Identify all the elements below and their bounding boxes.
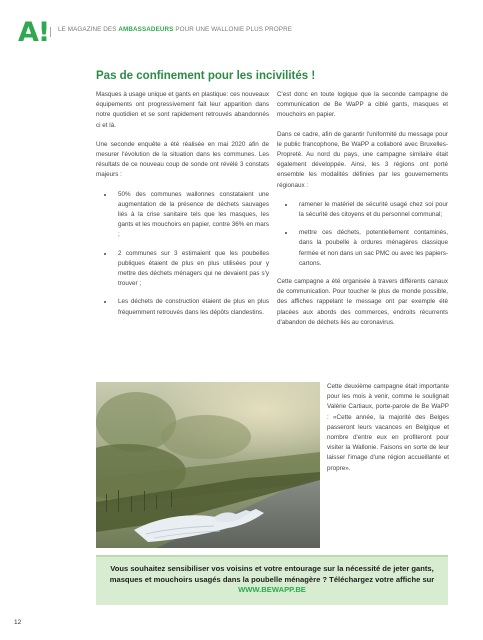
list-item: • ramener le matériel de sécurité usagé chez soi pour la sécurité des citoyens et du personnel communal; (295, 200, 448, 220)
bewapp-link[interactable]: WWW.BEWAPP.BE (238, 585, 306, 594)
list-item: • mettre ces déchets, potentiellement contaminés, dans la poubelle à ordures ménagères classique fermée et non dans un sac PMC ou avec les papiers-cartons. (295, 228, 448, 269)
article-title: Pas de confinement pour les incivilités ! (96, 70, 316, 82)
quote-paragraph: Cette deuxième campagne était importante pour les mois à venir, comme le soulignait Valérie Cartiaux, porte-parole de Be WaPP : «Cette année, la majorité des Belges passeront leurs vacances en Belgique et nombre d'entre eux en profiteront pour visiter la Wallonie. Faisons en sorte de leur laisser l'image d'une région accueillante et propre». (327, 383, 449, 472)
cta-line-2: masques et mouchoirs usagés dans la poubelle ménagère ? Téléchargez votre affiche sur (109, 574, 435, 584)
right-paragraph-1: C'est donc en toute logique que la seconde campagne de communication de Be WaPP a ciblé gants, masques et mouchoirs en papier. (277, 91, 448, 119)
list-item: • 50% des communes wallonnes constataient une augmentation de la présence de déchets sauvages liés à la crise sanitaire tels que les masques, les gants et les mouchoirs en papier, contre 36% en mars ; (114, 190, 269, 241)
header-divider (50, 27, 51, 37)
discarded-glove-photo (96, 382, 320, 548)
header-highlight: AMBASSADEURS (118, 26, 174, 33)
cta-line-1: Vous souhaitez sensibiliser vos voisins et votre entourage sur la nécessité de jeter gants, (110, 564, 434, 573)
left-paragraph-1: Masques à usage unique et gants en plastique: ces nouveaux équipements ont progressivement fait leur apparition dans notre quotidien et se sont rapidement retrouvés abandonnés ci et là. (96, 91, 269, 129)
header-prefix: LE MAGAZINE DES (58, 26, 119, 33)
right-paragraph-2: Dans ce cadre, afin de garantir l'uniformité du message pour le public francophone, Be WaPP a collaboré avec Bruxelles-Propreté. Au nord du pays, une campagne similaire était également développée. Ainsi, les 3 régions ont porté ensemble les modalités définies par les gouvernements régionaux : (277, 130, 448, 189)
list-item: • 2 communes sur 3 estimaient que les poubelles publiques étaient de plus en plus utilisées pour y mettre des déchets ménagers qui ne devaient pas s'y trouver ; (114, 249, 269, 290)
modalities-list (277, 200, 448, 269)
logo-exclamation: ! (37, 17, 51, 48)
left-column (96, 90, 269, 326)
right-paragraph-3: Cette campagne a été organisée à travers différents canaux de communication. Pour toucher le plus de monde possible, des affiches rappelant le message ont par exemple été placées aux abords des commerces, endroits récurrents d'abandon de déchets liés au coronavirus. (277, 278, 448, 326)
left-paragraph-2: Une seconde enquête a été réalisée en mai 2020 afin de mesurer l'évolution de la situation dans les communes. Les résultats de ce nouveau coup de sonde ont révélé 3 constats majeurs : (96, 140, 269, 179)
page-number: 12 (14, 619, 22, 626)
brand-logo (18, 17, 51, 48)
survey-findings-list (96, 190, 269, 318)
right-column (277, 90, 448, 337)
header-suffix: POUR UNE WALLONIE PLUS PROPRE (173, 26, 293, 33)
magazine-header (58, 26, 292, 33)
list-item: • Les déchets de construction étaient de plus en plus fréquemment retrouvés dans les dépôts clandestins. (114, 297, 269, 317)
quote-column (327, 382, 449, 483)
roadside-glove-image (96, 382, 320, 548)
call-to-action-box (96, 555, 448, 605)
logo-letter: A (18, 17, 38, 48)
